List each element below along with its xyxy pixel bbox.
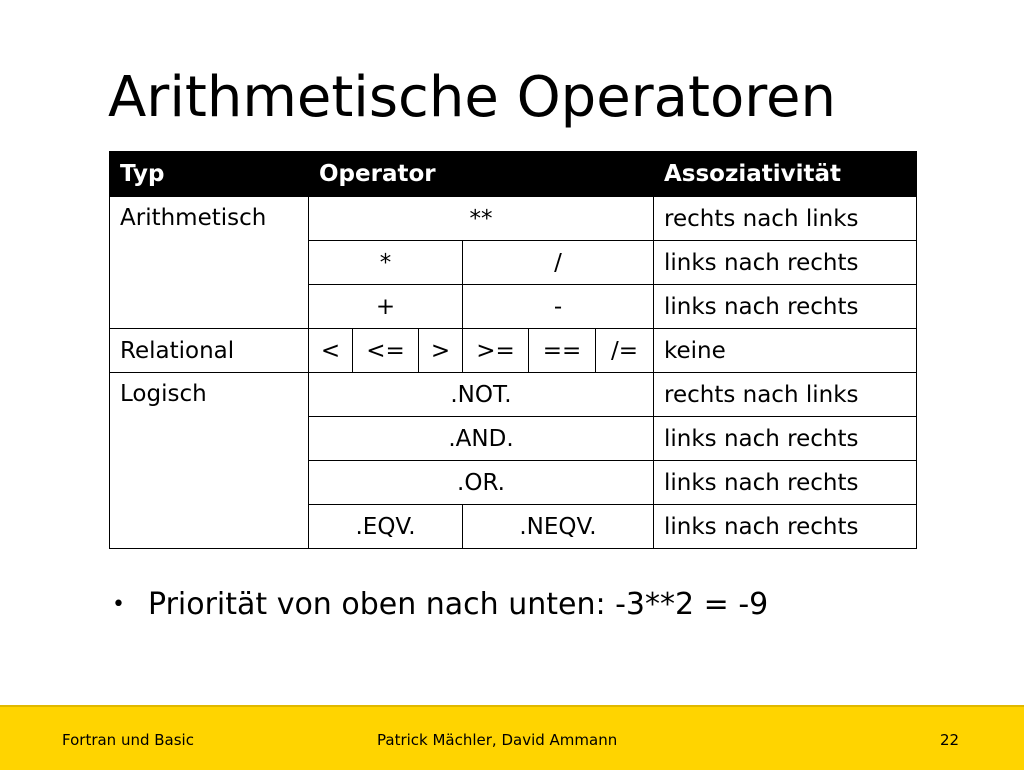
operator-cell: >	[419, 329, 463, 373]
type-cell-relational: Relational	[110, 329, 309, 373]
type-cell-logical: Logisch	[110, 373, 309, 549]
footer-course: Fortran und Basic	[62, 731, 194, 749]
footer-authors: Patrick Mächler, David Ammann	[377, 731, 618, 749]
operator-cell: <	[309, 329, 353, 373]
assoc-cell: rechts nach links	[654, 373, 917, 417]
slide-title: Arithmetische Operatoren	[108, 65, 836, 130]
table-row	[110, 197, 917, 241]
operator-cell: ==	[529, 329, 596, 373]
assoc-cell: links nach rechts	[654, 241, 917, 285]
table-row	[110, 373, 917, 417]
assoc-cell: links nach rechts	[654, 285, 917, 329]
header-assoziativitaet: Assoziativität	[654, 152, 917, 197]
operator-cell: .AND.	[309, 417, 654, 461]
assoc-cell: links nach rechts	[654, 417, 917, 461]
operator-cell: +	[309, 285, 463, 329]
page-number: 22	[940, 731, 960, 749]
operator-cell: /=	[596, 329, 654, 373]
header-operator: Operator	[309, 152, 654, 197]
bullet-dot-icon: •	[112, 592, 125, 617]
header-typ: Typ	[110, 152, 309, 197]
assoc-cell: keine	[654, 329, 917, 373]
assoc-cell: links nach rechts	[654, 505, 917, 549]
assoc-cell: rechts nach links	[654, 197, 917, 241]
operator-cell: -	[463, 285, 654, 329]
operator-cell: .EQV.	[309, 505, 463, 549]
operator-table	[109, 151, 917, 549]
table-header-row	[110, 152, 917, 197]
table-row	[110, 329, 917, 373]
slide-footer	[0, 705, 1024, 770]
operator-cell: *	[309, 241, 463, 285]
type-cell-arithmetic: Arithmetisch	[110, 197, 309, 329]
operator-cell: /	[463, 241, 654, 285]
operator-cell: >=	[463, 329, 529, 373]
operator-cell: .OR.	[309, 461, 654, 505]
operator-cell: .NOT.	[309, 373, 654, 417]
operator-cell: <=	[353, 329, 419, 373]
operator-cell: **	[309, 197, 654, 241]
bullet-text: Priorität von oben nach unten: -3**2 = -9	[148, 587, 769, 622]
bullet-item	[112, 585, 768, 625]
assoc-cell: links nach rechts	[654, 461, 917, 505]
operator-cell: .NEQV.	[463, 505, 654, 549]
